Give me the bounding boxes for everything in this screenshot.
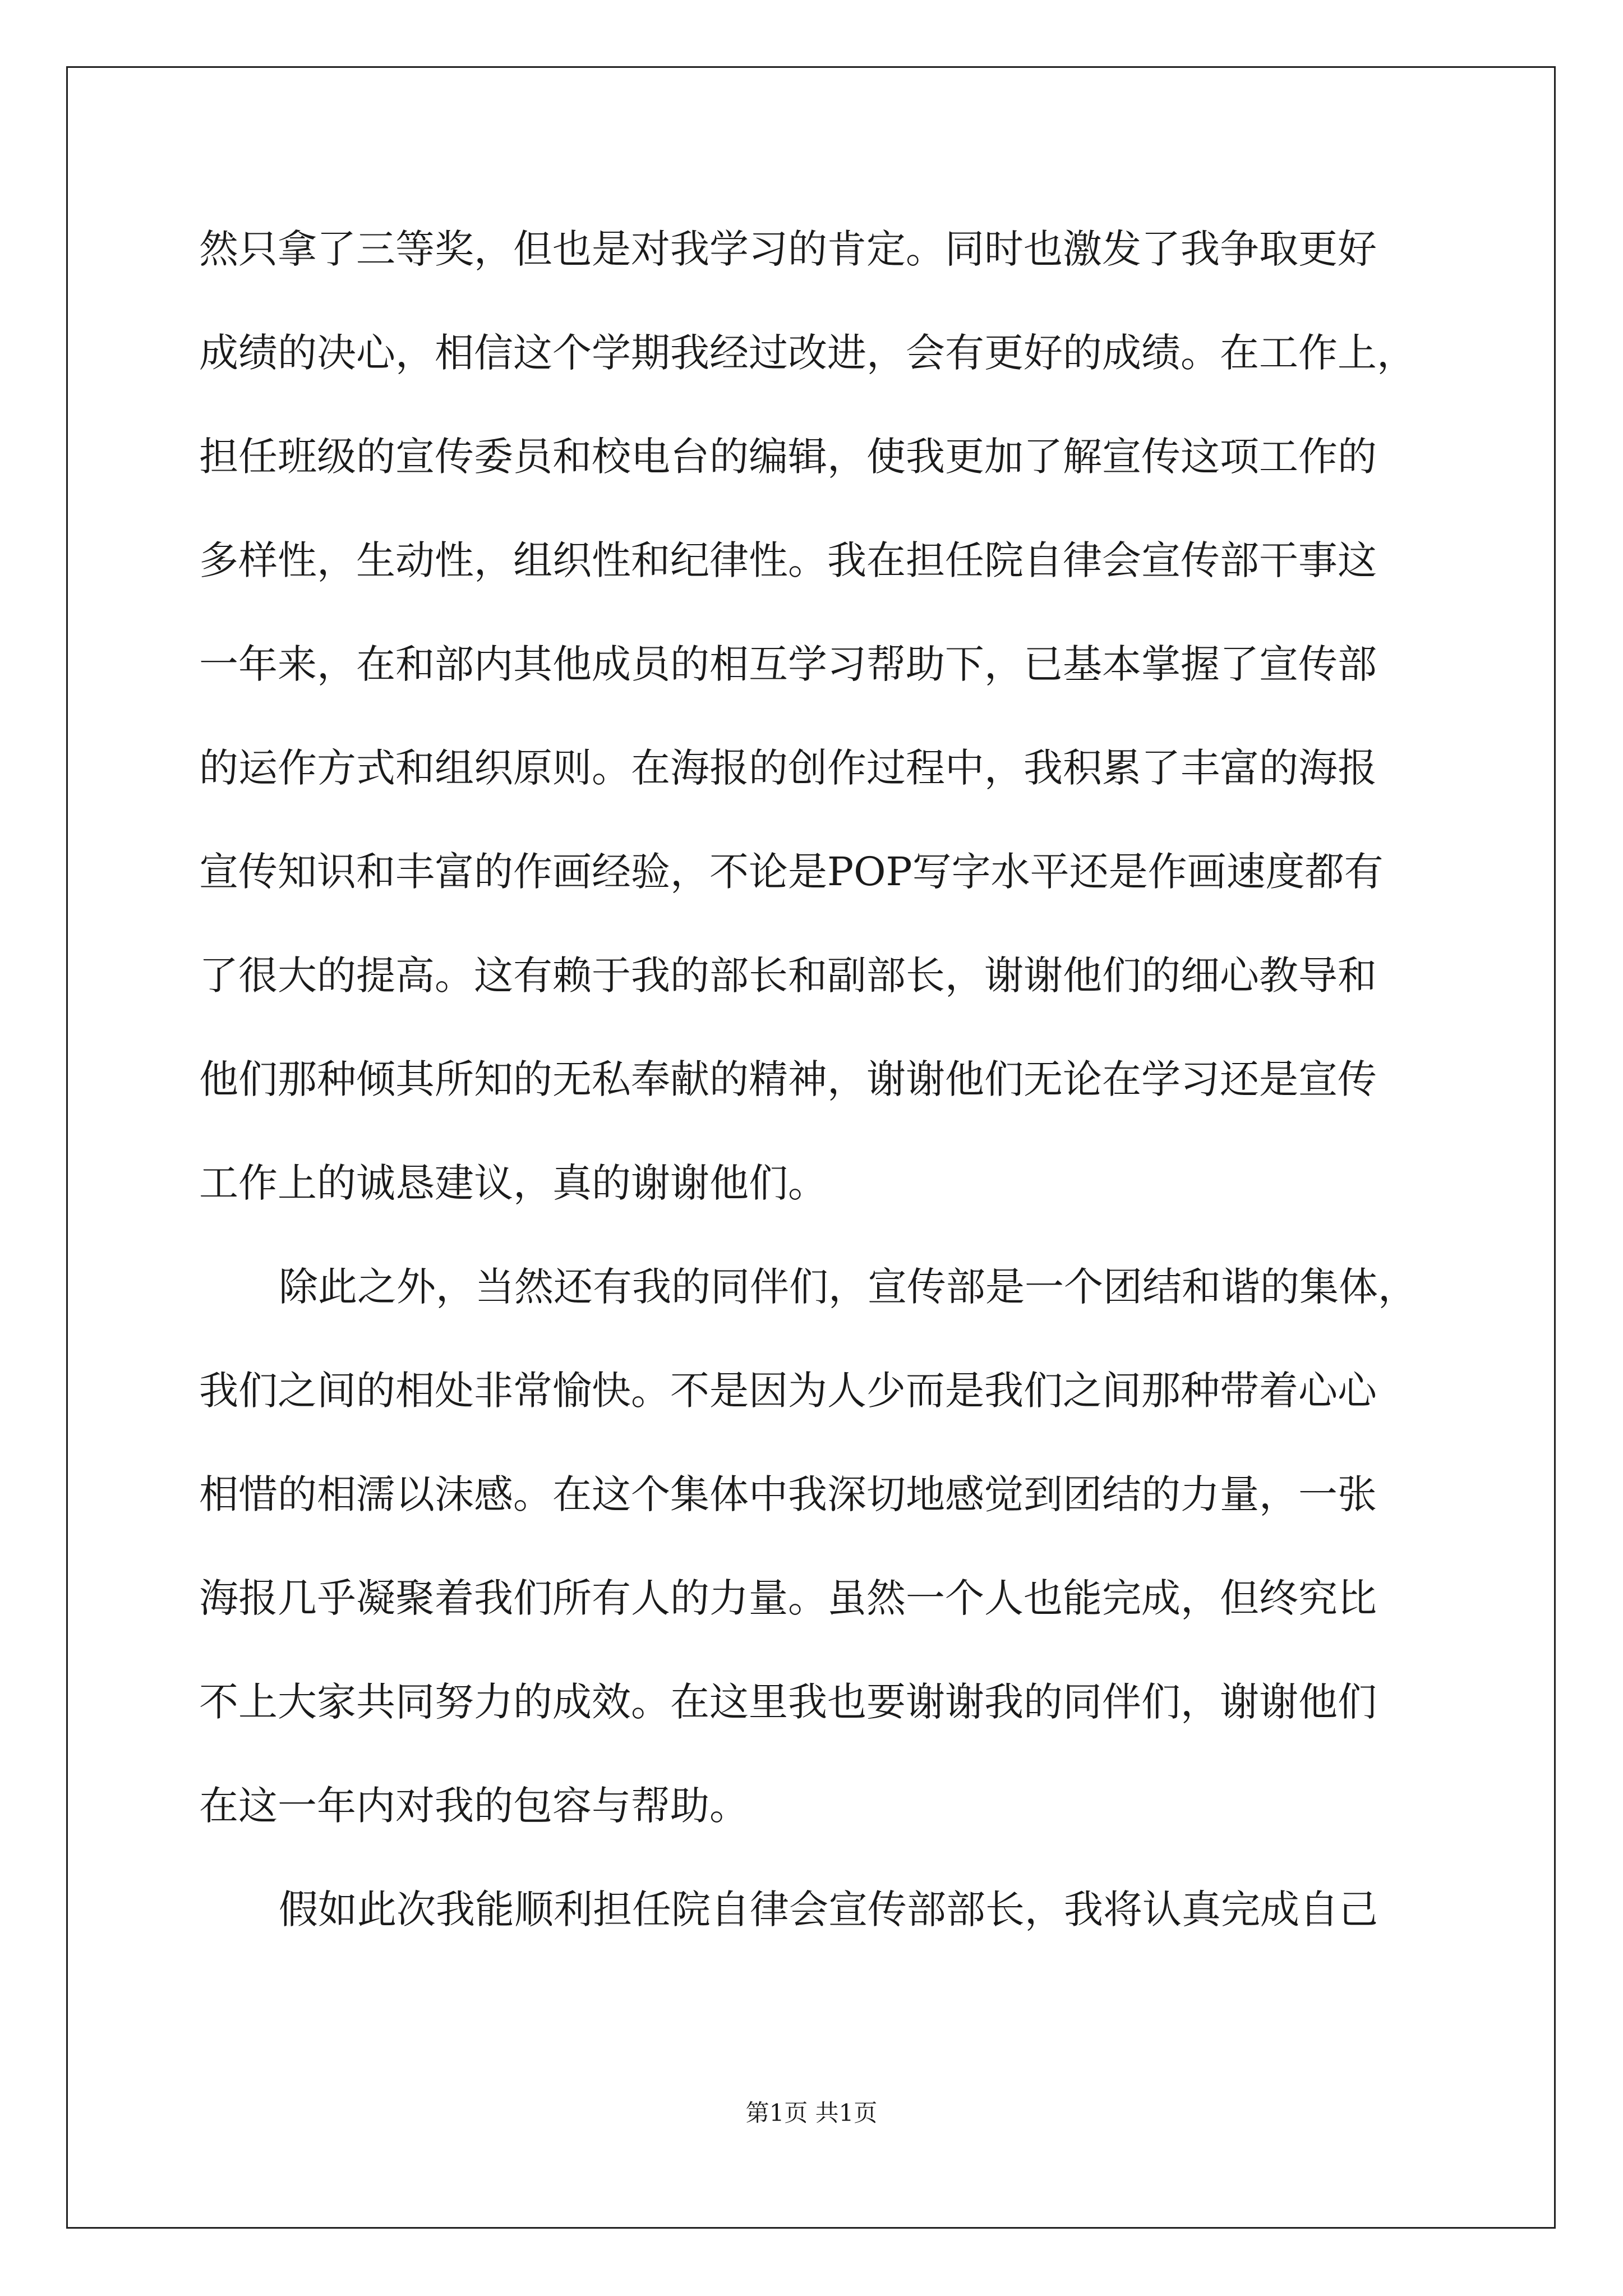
text-line: 宣传知识和丰富的作画经验，不论是POP写字水平还是作画速度都有: [199, 849, 1384, 895]
paragraph-start-line: 除此之外，当然还有我的同伴们，宣传部是一个团结和谐的集体，: [279, 1264, 1417, 1310]
text-line: 不上大家共同努力的成效。在这里我也要谢谢我的同伴们，谢谢他们: [199, 1679, 1377, 1725]
text-line: 成绩的决心，相信这个学期我经过改进，会有更好的成绩。在工作上，: [199, 330, 1416, 376]
text-line: 相惜的相濡以沫感。在这个集体中我深切地感觉到团结的力量，一张: [199, 1471, 1377, 1517]
text-line: 然只拿了三等奖，但也是对我学习的肯定。同时也激发了我争取更好: [199, 226, 1377, 272]
text-line: 一年来，在和部内其他成员的相互学习帮助下，已基本掌握了宣传部: [199, 641, 1377, 687]
text-line: 他们那种倾其所知的无私奉献的精神，谢谢他们无论在学习还是宣传: [199, 1056, 1377, 1102]
text-line: 了很大的提高。这有赖于我的部长和副部长，谢谢他们的细心教导和: [199, 953, 1377, 999]
text-line: 在这一年内对我的包容与帮助。: [199, 1783, 749, 1829]
text-line: 我们之间的相处非常愉快。不是因为人少而是我们之间那种带着心心: [199, 1368, 1377, 1414]
text-line: 多样性，生动性，组织性和纪律性。我在担任院自律会宣传部干事这: [199, 537, 1377, 583]
paragraph-start-line: 假如此次我能顺利担任院自律会宣传部部长，我将认真完成自己: [279, 1887, 1378, 1932]
text-line: 工作上的诚恳建议，真的谢谢他们。: [199, 1160, 827, 1206]
page-number-footer: 第1页 共1页: [745, 2099, 878, 2127]
text-line: 海报几乎凝聚着我们所有人的力量。虽然一个人也能完成，但终究比: [199, 1575, 1377, 1621]
text-line: 担任班级的宣传委员和校电台的编辑，使我更加了解宣传这项工作的: [199, 434, 1377, 480]
document-body: [199, 223, 1433, 1987]
text-line: 的运作方式和组织原则。在海报的创作过程中，我积累了丰富的海报: [199, 745, 1377, 791]
